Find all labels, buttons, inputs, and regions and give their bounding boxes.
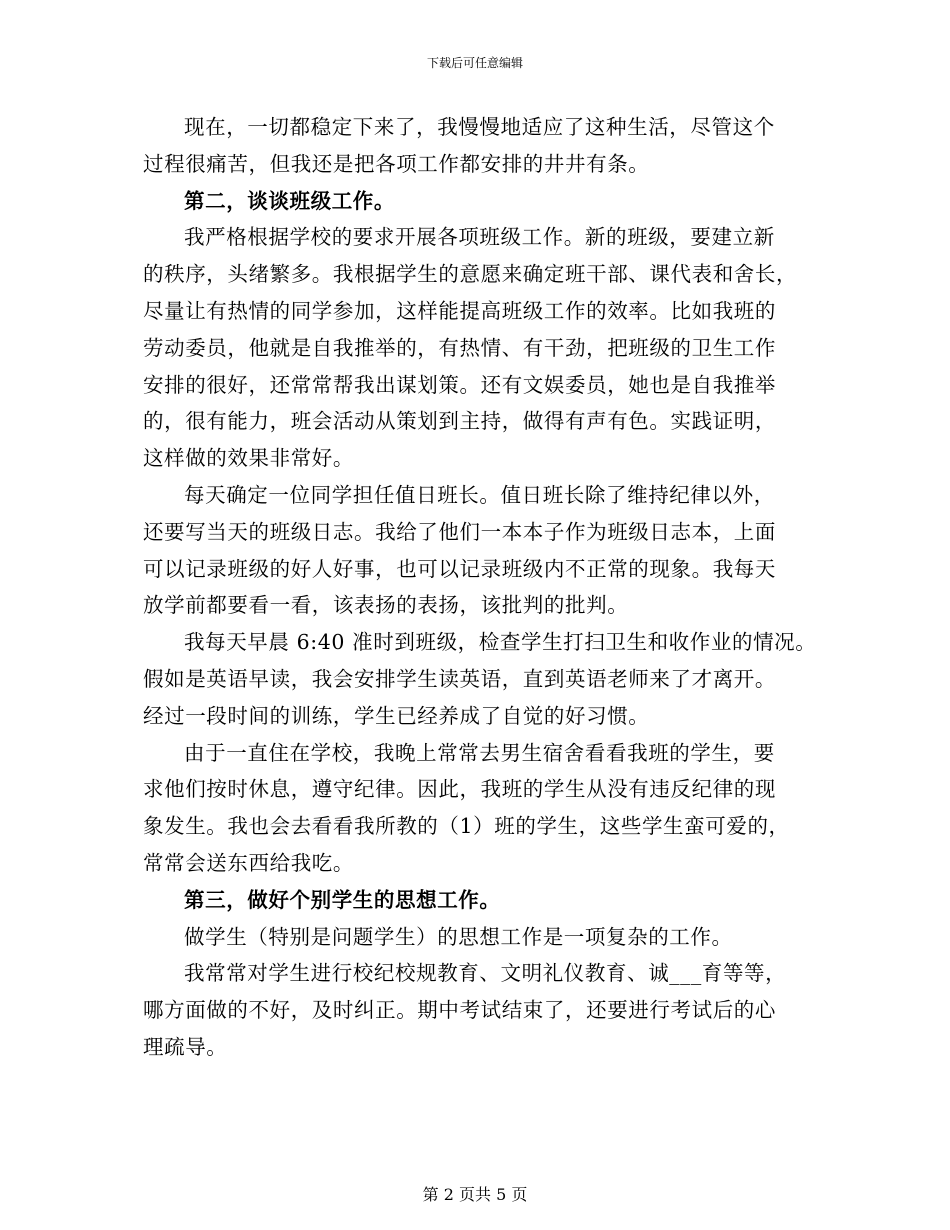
text-line: 经过一段时间的训练，学生已经养成了自觉的好习惯。	[143, 703, 650, 728]
paragraph	[143, 219, 823, 477]
text-line: 常常会送东西给我吃。	[143, 850, 354, 875]
text-line: 可以记录班级的好人好事，也可以记录班级内不正常的现象。我每天	[143, 556, 776, 581]
text-line: 我严格根据学校的要求开展各项班级工作。新的班级，要建立新	[184, 225, 775, 250]
text-line: 的秩序，头绪繁多。我根据学生的意愿来确定班干部、课代表和舍长，	[143, 262, 798, 287]
text-line: 安排的很好，还常常帮我出谋划策。还有文娱委员，她也是自我推举	[143, 372, 776, 397]
text-line: 尽量让有热情的同学参加，这样能提高班级工作的效率。比如我班的	[143, 298, 776, 323]
section-heading	[143, 183, 823, 220]
section-heading	[143, 882, 823, 919]
text-line: 理疏导。	[143, 1034, 228, 1059]
text-line: 过程很痛苦，但我还是把各项工作都安排的井井有条。	[143, 151, 650, 176]
text-line: 劳动委员，他就是自我推举的，有热情、有干劲，把班级的卫生工作	[143, 335, 776, 360]
text-line: 的，很有能力，班会活动从策划到主持，做得有声有色。实践证明，	[143, 409, 776, 434]
text-line: 每天确定一位同学担任值日班长。值日班长除了维持纪律以外，	[184, 482, 775, 507]
text-line: 求他们按时休息，遵守纪律。因此，我班的学生从没有违反纪律的现	[143, 777, 776, 802]
paragraph	[143, 919, 823, 956]
text-line: 象发生。我也会去看看我所教的（1）班的学生，这些学生蛮可爱的，	[143, 814, 790, 839]
text-line: 这样做的效果非常好。	[143, 446, 354, 471]
text-line: 假如是英语早读，我会安排学生读英语，直到英语老师来了才离开。	[143, 666, 776, 691]
document-body	[143, 109, 823, 1066]
text-line: 放学前都要看一看，该表扬的表扬，该批判的批判。	[143, 593, 629, 618]
text-line: 哪方面做的不好，及时纠正。期中考试结束了，还要进行考试后的心	[143, 998, 776, 1023]
heading-text: 第三，做好个别学生的思想工作。	[184, 887, 501, 912]
paragraph	[143, 109, 823, 183]
text-line: 还要写当天的班级日志。我给了他们一本本子作为班级日志本，上面	[143, 519, 776, 544]
text-line: 做学生（特别是问题学生）的思想工作是一项复杂的工作。	[184, 924, 733, 949]
paragraph	[143, 955, 823, 1065]
paragraph	[143, 624, 823, 734]
text-line: 现在，一切都稳定下来了，我慢慢地适应了这种生活，尽管这个	[184, 115, 775, 139]
text-line: 由于一直住在学校，我晚上常常去男生宿舍看看我班的学生，要	[184, 740, 775, 765]
page-header: 下载后可任意编辑	[426, 56, 523, 70]
text-line: 我常常对学生进行校纪校规教育、文明礼仪教育、诚___育等等，	[184, 961, 787, 986]
page-footer: 第 2 页共 5 页	[422, 1185, 528, 1204]
heading-text: 第二，谈谈班级工作。	[184, 188, 395, 213]
text-line: 我每天早晨 6:40 准时到班级，检查学生打扫卫生和收作业的情况。	[184, 630, 817, 655]
paragraph	[143, 735, 823, 882]
paragraph	[143, 477, 823, 624]
